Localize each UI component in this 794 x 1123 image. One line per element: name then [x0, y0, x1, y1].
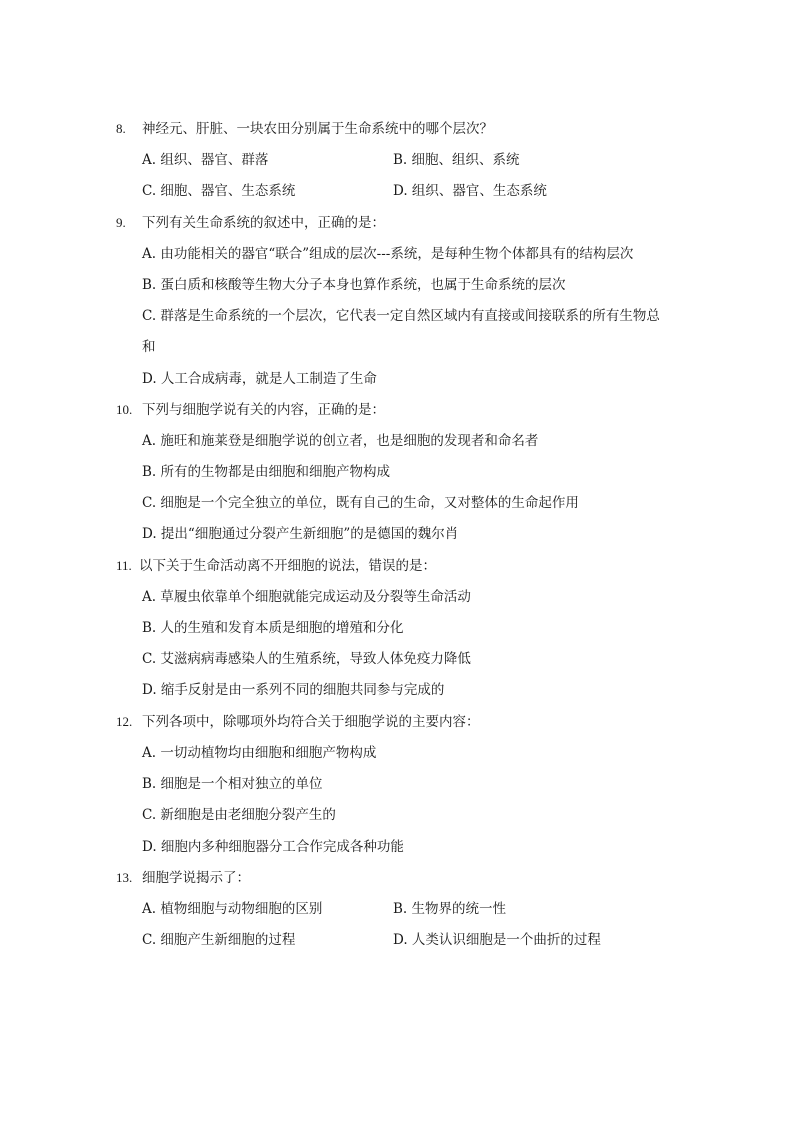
option-12-a: A. 一切动植物均由细胞和细胞产物构成 [142, 745, 377, 761]
option-11-b: B. 人的生殖和发育本质是细胞的增殖和分化 [142, 620, 404, 636]
option-9-d: D. 人工合成病毒，就是人工制造了生命 [142, 371, 377, 387]
question-stem: 下列各项中，除哪项外均符合关于细胞学说的主要内容： [142, 714, 480, 730]
question-number: 12. [116, 714, 133, 729]
question-stem: 下列有关生命系统的叙述中，正确的是： [142, 215, 385, 231]
question-stem: 下列与细胞学说有关的内容，正确的是： [142, 402, 385, 418]
option-13-d: D. 人类认识细胞是一个曲折的过程 [393, 932, 601, 948]
question-9 [116, 214, 385, 232]
question-stem: 以下关于生命活动离不开细胞的说法，错误的是： [139, 558, 436, 574]
option-13-b: B. 生物界的统一性 [393, 901, 507, 917]
option-10-c: C. 细胞是一个完全独立的单位，既有自己的生命，又对整体的生命起作用 [142, 495, 579, 511]
option-9-c: C. 群落是生命系统的一个层次，它代表一定自然区域内有直接或间接联系的所有生物总 [142, 308, 660, 324]
question-number: 8. [116, 121, 126, 136]
option-12-d: D. 细胞内多种细胞器分工合作完成各种功能 [142, 839, 404, 855]
question-number: 9. [116, 215, 126, 230]
option-8-b: B. 细胞、组织、系统 [393, 152, 520, 168]
option-11-d: D. 缩手反射是由一系列不同的细胞共同参与完成的 [142, 682, 445, 698]
option-8-c: C. 细胞、器官、生态系统 [142, 183, 296, 199]
option-11-c: C. 艾滋病病毒感染人的生殖系统，导致人体免疫力降低 [142, 651, 471, 667]
option-13-c: C. 细胞产生新细胞的过程 [142, 932, 296, 948]
option-9-a: A. 由功能相关的器官“联合”组成的层次---系统，是每种生物个体都具有的结构层次 [142, 246, 634, 262]
option-9-c-continued: 和 [142, 339, 156, 355]
question-number: 11. [116, 558, 132, 573]
option-10-d: D. 提出“细胞通过分裂产生新细胞”的是德国的魏尔肖 [142, 526, 459, 542]
question-number: 13. [116, 870, 133, 885]
option-10-b: B. 所有的生物都是由细胞和细胞产物构成 [142, 464, 391, 480]
option-12-c: C. 新细胞是由老细胞分裂产生的 [142, 807, 336, 823]
option-11-a: A. 草履虫依靠单个细胞就能完成运动及分裂等生命活动 [142, 589, 471, 605]
option-10-a: A. 施旺和施莱登是细胞学说的创立者，也是细胞的发现者和命名者 [142, 433, 539, 449]
option-12-b: B. 细胞是一个相对独立的单位 [142, 776, 323, 792]
option-8-d: D. 组织、器官、生态系统 [393, 183, 547, 199]
option-13-a: A. 植物细胞与动物细胞的区别 [142, 901, 323, 917]
question-13 [116, 869, 250, 887]
question-12 [116, 713, 480, 731]
question-stem: 神经元、肝脏、一块农田分别属于生命系统中的哪个层次？ [142, 121, 493, 137]
option-9-b: B. 蛋白质和核酸等生物大分子本身也算作系统，也属于生命系统的层次 [142, 277, 566, 293]
question-stem: 细胞学说揭示了： [142, 870, 250, 886]
question-10 [116, 401, 385, 419]
question-11 [116, 557, 436, 575]
question-number: 10. [116, 402, 133, 417]
option-8-a: A. 组织、器官、群落 [142, 152, 269, 168]
question-8 [116, 120, 493, 138]
